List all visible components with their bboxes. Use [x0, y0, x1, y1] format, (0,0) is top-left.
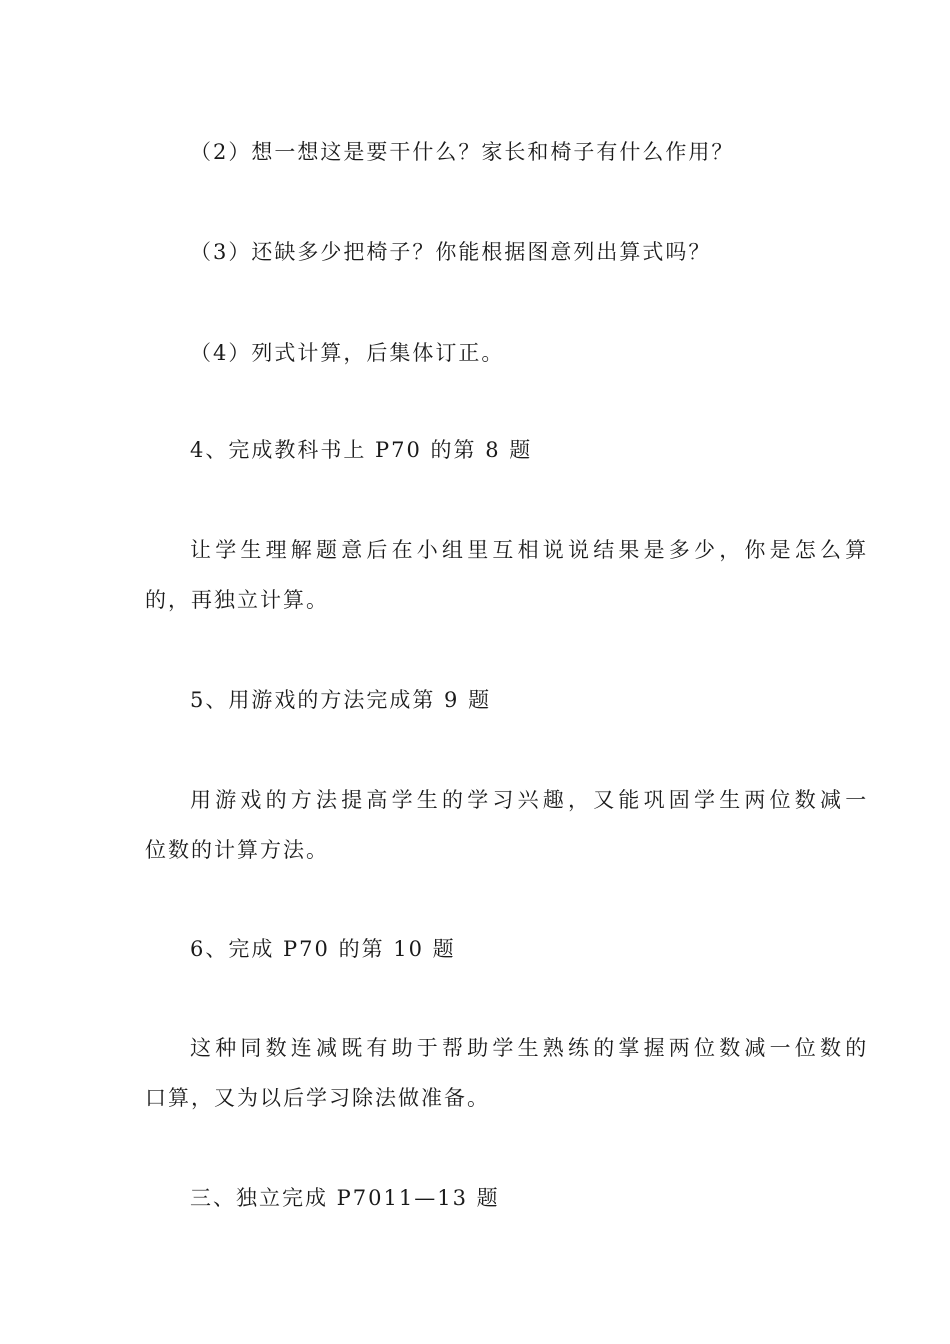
paragraph-4-line-1: 让学生理解题意后在小组里互相说说结果是多少，你是怎么算	[190, 538, 871, 562]
section-4-heading: 4、完成教科书上 P70 的第 8 题	[190, 438, 533, 462]
paragraph-6-line-1: 这种同数连减既有助于帮助学生熟练的掌握两位数减一位数的	[190, 1036, 871, 1060]
step-2-question: （2）想一想这是要干什么？家长和椅子有什么作用？	[190, 140, 735, 164]
step-4-instruction: （4）列式计算，后集体订正。	[190, 341, 505, 365]
section-3-heading: 三、独立完成 P7011—13 题	[190, 1186, 500, 1210]
paragraph-6-line-2: 口算，又为以后学习除法做准备。	[145, 1086, 490, 1110]
paragraph-5-line-2: 位数的计算方法。	[145, 838, 329, 862]
section-5-heading: 5、用游戏的方法完成第 9 题	[190, 688, 492, 712]
step-3-question: （3）还缺多少把椅子？你能根据图意列出算式吗？	[190, 240, 712, 264]
paragraph-4-line-2: 的，再独立计算。	[145, 588, 329, 612]
section-6-heading: 6、完成 P70 的第 10 题	[190, 937, 456, 961]
paragraph-5-line-1: 用游戏的方法提高学生的学习兴趣，又能巩固学生两位数减一	[190, 788, 871, 812]
